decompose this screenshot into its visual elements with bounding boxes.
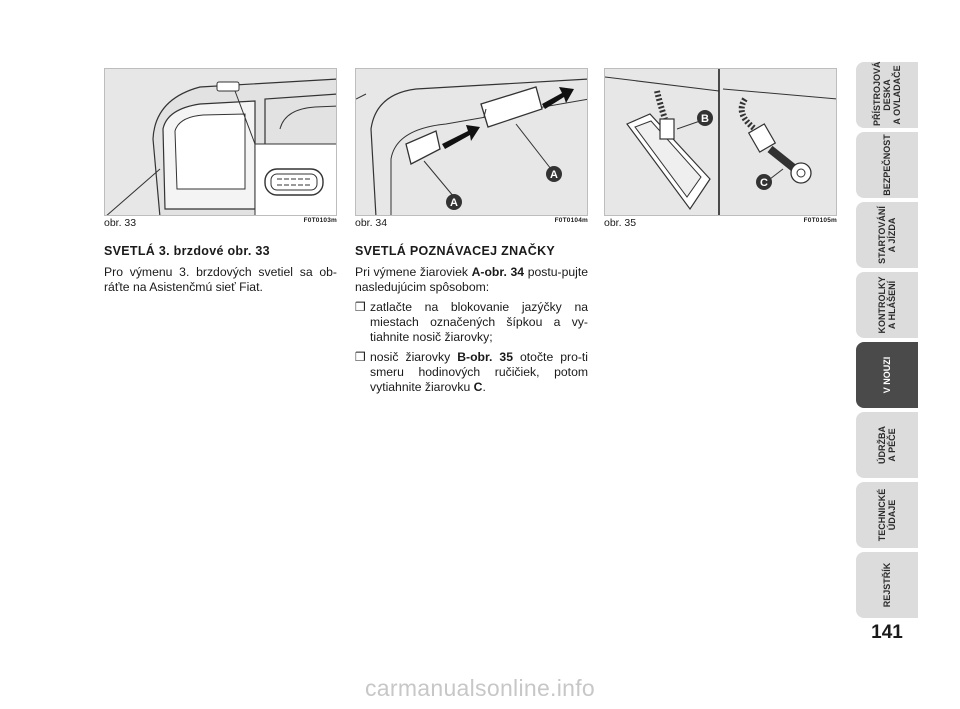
page-number: 141 (871, 622, 903, 643)
tab-startovani[interactable] (856, 202, 918, 268)
tab-label: TECHNICKÉ ÚDAJE (877, 488, 897, 542)
tab-label: REJSTŘÍK (882, 562, 892, 608)
figure-code: F0T0103m (303, 217, 337, 224)
figure-35-caption (604, 217, 837, 231)
list-item (355, 350, 588, 395)
figure-label: obr. 34 (355, 217, 388, 229)
tab-rejstrik[interactable] (856, 552, 918, 618)
tab-v-nouzi[interactable] (856, 342, 918, 408)
tab-bezpecnost[interactable] (856, 132, 918, 198)
marker-a-1: A (450, 197, 458, 209)
figure-34 (355, 68, 588, 216)
checkbox-bullet-icon: ❒ (355, 300, 366, 314)
tab-label: ÚDRŽBA A PÉČE (877, 426, 897, 464)
figure-35-drawing (605, 69, 837, 216)
intro-text: Pri výmene žiaroviek (355, 265, 472, 279)
marker-c: C (760, 177, 768, 189)
tab-kontrolky[interactable] (856, 272, 918, 338)
figure-34-drawing (356, 69, 588, 216)
list-item (355, 300, 588, 345)
tab-label: STARTOVÁNÍ A JÍZDA (877, 206, 897, 264)
list-item-text: otočte pro-ti smeru hodinových ručičiek, potom vytiahnite žiarovku (370, 350, 589, 394)
intro-text: postu-pujte nasledujúcim spôsobom: (355, 265, 588, 294)
figure-33-drawing (105, 69, 337, 216)
section-brake-lights (104, 244, 337, 300)
section-intro (355, 265, 588, 295)
figure-code: F0T0104m (554, 217, 588, 224)
tab-label: PŘÍSTROJOVÁ DESKA A OVLADAČE (872, 61, 902, 126)
watermark: carmanualsonline.info (364, 675, 596, 701)
figure-34-caption (355, 217, 588, 231)
tab-label: KONTROLKY A HLÁŠENÍ (877, 276, 897, 334)
checkbox-bullet-icon: ❒ (355, 350, 366, 364)
figure-label: obr. 35 (604, 217, 637, 229)
tab-pristrojova-deska[interactable] (856, 62, 918, 128)
tab-udrzba[interactable] (856, 412, 918, 478)
list-item-text: zatlačte na blokovanie jazýčky na miestach označených šípkou a vy-tiahnite nosič žiarovky; (370, 300, 588, 344)
figure-reference: B-obr. 35 (457, 350, 513, 364)
section-text: Pro výmenu 3. brzdových svetiel sa ob-ráťte na Asistenčmú sieť Fiat. (104, 265, 337, 294)
figure-33 (104, 68, 337, 216)
tab-label: BEZPEČNOST (882, 134, 892, 196)
list-item-text: . (482, 380, 486, 394)
figure-reference: C (473, 380, 483, 394)
figure-code: F0T0105m (803, 217, 837, 224)
section-heading: SVETLÁ POZNÁVACEJ ZNAČKY (355, 244, 556, 258)
section-heading: SVETLÁ 3. brzdové obr. 33 (104, 244, 270, 258)
figure-label: obr. 33 (104, 217, 137, 229)
tab-label: V NOUZI (882, 356, 892, 394)
figure-35 (604, 68, 837, 216)
figure-reference: A-obr. 34 (471, 265, 525, 279)
section-plate-lights (355, 244, 588, 400)
marker-a-2: A (550, 169, 558, 181)
tab-technicke-udaje[interactable] (856, 482, 918, 548)
marker-b: B (701, 113, 709, 125)
figure-33-caption (104, 217, 337, 231)
list-item-text: nosič žiarovky (370, 350, 458, 364)
